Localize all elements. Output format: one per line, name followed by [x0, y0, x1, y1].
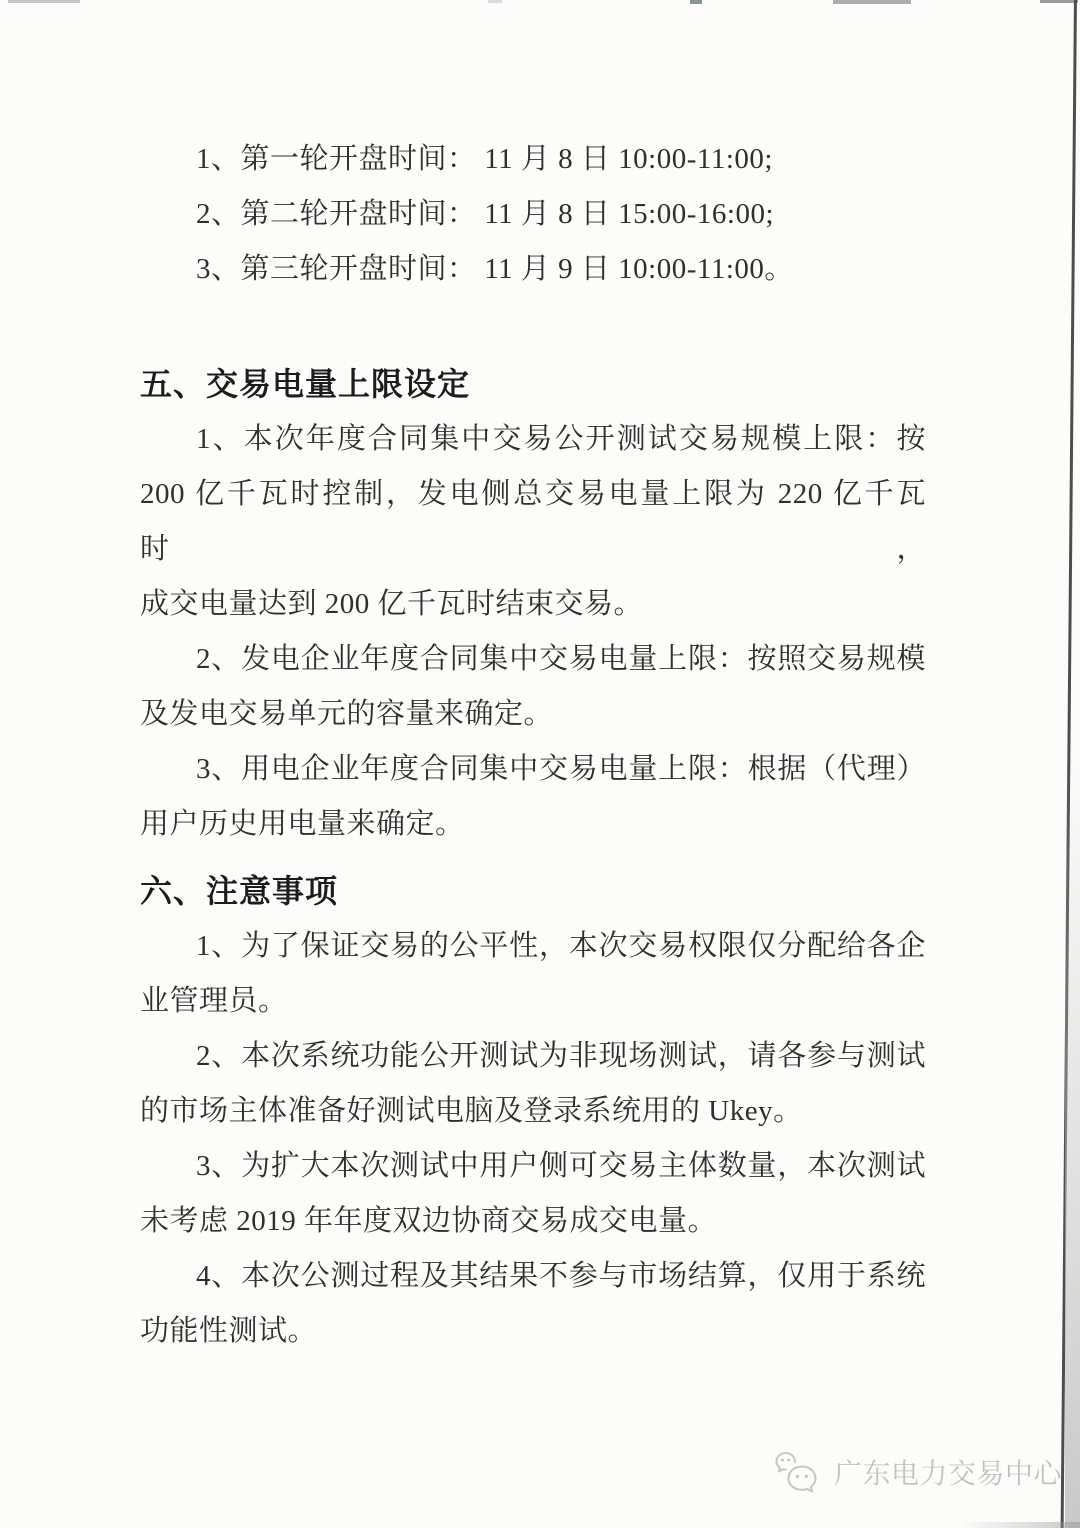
opening-time-item-2: 2、第二轮开盘时间： 11 月 8 日 15:00-16:00; — [196, 198, 775, 230]
scan-artifact-top — [8, 0, 80, 3]
section-six-paragraph-3 — [140, 1139, 926, 1249]
scan-edge-shadow — [1065, 748, 1080, 1528]
text-line: 的市场主体准备好测试电脑及登录系统用的 Ukey。 — [140, 1095, 803, 1127]
opening-time-item-3: 3、第三轮开盘时间： 11 月 9 日 10:00-11:00。 — [196, 253, 794, 285]
text-line: 业管理员。 — [140, 985, 288, 1017]
text-line: 200 亿千瓦时控制，发电侧总交易电量上限为 220 亿千瓦时， — [140, 478, 926, 565]
text-line: 1、本次年度合同集中交易公开测试交易规模上限：按 — [196, 423, 926, 455]
scan-artifact-top — [833, 0, 911, 4]
scan-artifact-top — [1040, 0, 1078, 3]
text-line: 用户历史用电量来确定。 — [140, 808, 465, 840]
text-line: 2、本次系统功能公开测试为非现场测试，请各参与测试 — [196, 1040, 926, 1072]
section-six-paragraph-1 — [140, 919, 926, 1029]
wechat-icon — [774, 1450, 826, 1498]
text-line: 1、为了保证交易的公平性，本次交易权限仅分配给各企 — [196, 930, 926, 962]
text-line: 成交电量达到 200 亿千瓦时结束交易。 — [140, 588, 644, 620]
text-line: 4、本次公测过程及其结果不参与市场结算，仅用于系统 — [196, 1260, 926, 1292]
section-six-paragraph-2 — [140, 1029, 926, 1139]
section-five-paragraph-1 — [140, 412, 926, 632]
section-five-paragraph-3 — [140, 742, 926, 852]
scan-artifact-top — [690, 0, 702, 4]
watermark — [774, 1449, 1062, 1499]
text-line: 3、为扩大本次测试中用户侧可交易主体数量，本次测试 — [196, 1150, 926, 1182]
text-line: 未考虑 2019 年年度双边协商交易成交电量。 — [140, 1205, 718, 1237]
watermark-label: 广东电力交易中心 — [834, 1458, 1063, 1489]
section-six-heading: 六、注意事项 — [140, 873, 339, 909]
document-content — [140, 132, 926, 1359]
opening-time-item-1: 1、第一轮开盘时间： 11 月 8 日 10:00-11:00; — [196, 143, 773, 175]
opening-time-list — [140, 132, 926, 297]
text-line: 功能性测试。 — [140, 1315, 318, 1347]
text-line: 2、发电企业年度合同集中交易电量上限：按照交易规模 — [196, 643, 926, 675]
section-five-paragraph-2 — [140, 632, 926, 742]
section-six-paragraph-4 — [140, 1249, 926, 1359]
scan-edge-shadow — [960, 1522, 1080, 1528]
text-line: 及发电交易单元的容量来确定。 — [140, 698, 554, 730]
text-line: 3、用电企业年度合同集中交易电量上限：根据（代理） — [196, 753, 926, 785]
scan-artifact-top — [488, 0, 502, 3]
section-five-heading: 五、交易电量上限设定 — [140, 366, 471, 402]
